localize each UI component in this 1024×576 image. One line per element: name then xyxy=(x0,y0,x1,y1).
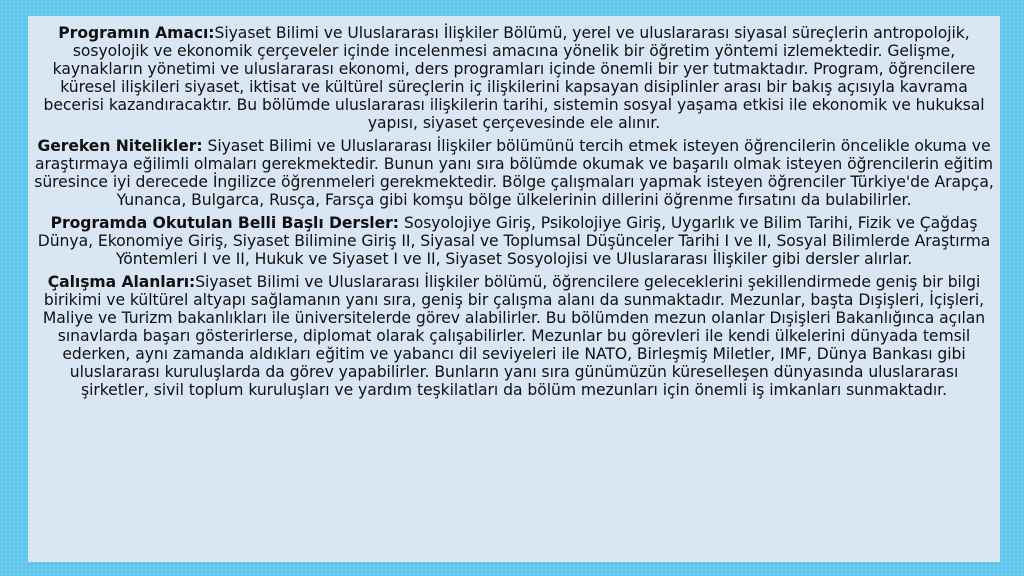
work-areas-text: Siyaset Bilimi ve Uluslararası İlişkiler bölümü, öğrencilere geleceklerini şekillendirmede geniş bir bilgi birikimi ve kültürel altyapı sağlamanın yanı sıra, geniş bir çalışma alanı da sunmaktadır. Mezunlar, başta Dışişleri, İçişleri, Maliye ve Turizm bakanlıkları ile üniversitelerde görev alabilirler. Bu bölümden mezun olanlar Dışişleri Bakanlığınca açılan sınavlarda başarı gösterirlerse, diplomat olarak çalışabilirler. Mezunlar bu görevleri ile kendi ülkelerini dünyada temsil ederken, aynı zamanda aldıkları eğitim ve yabancı dil seviyeleri ile NATO, Birleşmiş Miletler, IMF, Dünya Bankası gibi uluslararası kuruluşlarda da görev yapabilirler. Bunların yanı sıra günümüzün küreselleşen dünyasında uluslararası şirketler, sivil toplum kuruluşları ve yardım teşkilatları da bölüm mezunları için önemli iş imkanları sunmaktadır. xyxy=(42,273,986,399)
main-courses-text: Sosyolojiye Giriş, Psikolojiye Giriş, Uygarlık ve Bilim Tarihi, Fizik ve Çağdaş Dünya, Ekonomiye Giriş, Siyaset Bilimine Giriş II, Siyasal ve Toplumsal Düşünceler Tarihi I ve II, Sosyal Bilimlerde Araştırma Yöntemleri I ve II, Hukuk ve Siyaset I ve II, Siyaset Sosyolojisi ve Uluslararası İlişkiler gibi dersler alırlar. xyxy=(37,214,991,268)
main-courses-paragraph xyxy=(34,214,994,268)
main-courses-heading: Programda Okutulan Belli Başlı Dersler: xyxy=(50,214,399,232)
program-purpose-paragraph xyxy=(34,24,994,132)
work-areas-paragraph xyxy=(34,273,994,399)
content-panel xyxy=(28,16,1000,562)
required-qualifications-text: Siyaset Bilimi ve Uluslararası İlişkiler bölümünü tercih etmek isteyen öğrencilerin öncelikle okuma ve araştırmaya eğilimli olmaları gerekmektedir. Bunun yanı sıra bölümde okumak ve başarılı olmak isteyen öğrencilerin eğitim süresince iyi derecede İngilizce öğrenmeleri gerekmektedir. Bölge çalışmaları yapmak isteyen öğrenciler Türkiye'de Arapça, Yunanca, Bulgarca, Rusça, Farsça gibi komşu bölge ülkelerinin dillerini öğrenme fırsatını da bulabilirler. xyxy=(34,137,994,209)
required-qualifications-heading: Gereken Nitelikler: xyxy=(37,137,203,155)
required-qualifications-paragraph xyxy=(34,137,994,209)
program-purpose-text: Siyaset Bilimi ve Uluslararası İlişkiler Bölümü, yerel ve uluslararası siyasal süreçlerin antropolojik, sosyolojik ve ekonomik çerçeveler içinde incelenmesi amacına yönelik bir öğretim yöntemi izlemektedir. Gelişme, kaynakların yönetimi ve uluslararası ekonomi, ders programları içinde önemli bir yer tutmaktadır. Program, öğrencilere küresel ilişkileri siyaset, iktisat ve kültürel süreçlerin iç ilişkilerini kapsayan disiplinler arası bir bakış açısıyla kavrama becerisi kazandıracaktır. Bu bölümde uluslararası ilişkilerin tarihi, sistemin sosyal yaşama etkisi ile ekonomik ve hukuksal yapısı, siyaset çerçevesinde ele alınır. xyxy=(43,24,985,132)
program-purpose-heading: Programın Amacı: xyxy=(58,24,215,42)
work-areas-heading: Çalışma Alanları: xyxy=(47,273,196,291)
